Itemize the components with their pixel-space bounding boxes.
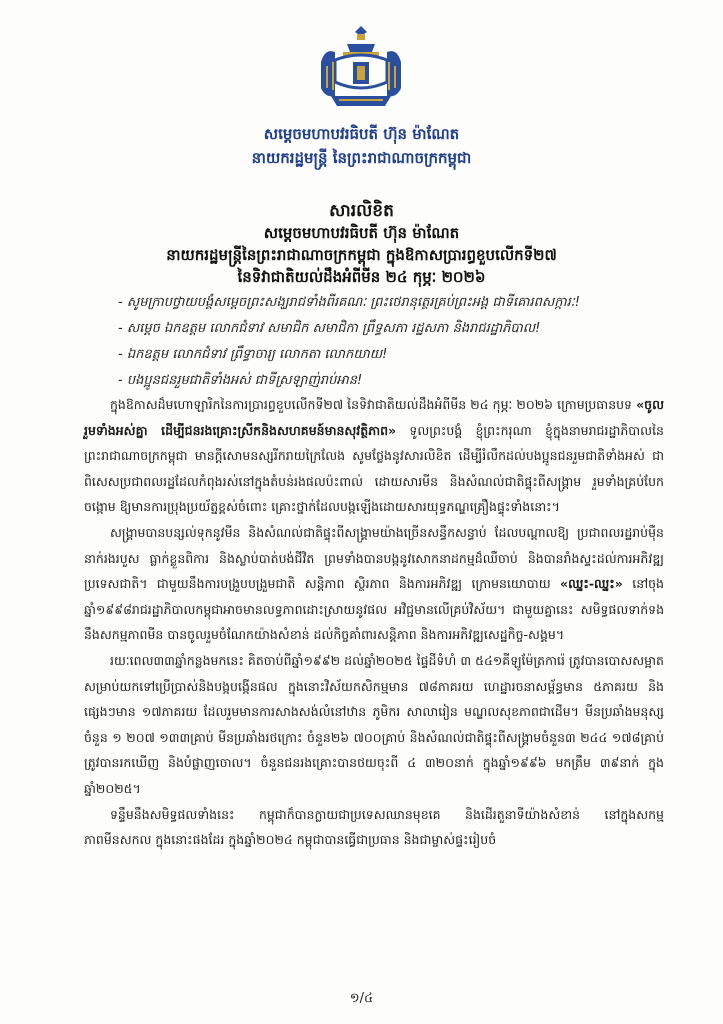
greeting-item: - សូមក្រាបថ្វាយបង្គំសម្តេចព្រះសង្ឃរាជទាំងពីរគណៈ ព្រះថេរានុត្ថេរគ្រប់ព្រះអង្គ ជាទីគោរពសក្ការៈ! bbox=[118, 295, 580, 310]
page-number: ១/៤ bbox=[349, 991, 374, 1006]
greetings-list bbox=[118, 290, 678, 394]
paragraph-1 bbox=[84, 392, 664, 520]
paragraph-2 bbox=[84, 520, 664, 648]
paragraph-3: រយៈពេល៣៣ឆ្នាំកន្លងមកនេះ គិតចាប់ពីឆ្នាំ១៩៩២ ដល់ឆ្នាំ២០២៥ ផ្ទៃដីទំហំ ៣ ៥៤១គីឡូម៉ែត្រការ៉េ ត្រូវបានបោសសម្អាតសម្រាប់យកទៅប្រើប្រាស់និងបង្កបង្កើនផល ក្នុងនោះវិស័យកសិកម្មមាន ៧៨ភាគរយ ហេដ្ឋារចនាសម្ព័ន្ធមាន ៥ភាគរយ និងផ្សេងៗមាន ១៧ភាគរយ ដែលរួមមានការសាងសង់លំនៅឋាន ភូមិករ សាលារៀន មណ្ឌលសុខភាពជាដើម។ មីនប្រឆាំងមនុស្សចំនួន ១ ២០៧ ១៣៣គ្រាប់ មីនប្រឆាំងរថក្រោះ ចំនួន២៦ ៧០០គ្រាប់ និងសំណល់ជាតិផ្ទុះពីសង្គ្រាមចំនួន៣ ២៤៤ ១៧៨គ្រាប់ ត្រូវបានរកឃើញ និងបំផ្លាញចោល។ ចំនួនជនរងគ្រោះបានថយចុះពី ៤ ៣២០នាក់ ក្នុងឆ្នាំ១៩៩៦ មកត្រឹម ៣៩នាក់ ក្នុងឆ្នាំ២០២៥។ bbox=[84, 652, 664, 796]
document-title bbox=[0, 200, 723, 288]
prime-minister-header bbox=[0, 122, 723, 170]
title-line-3: នាយករដ្ឋមន្ត្រីនៃព្រះរាជាណាចក្រកម្ពុជា ក្នុងឱកាសប្រារព្ធខួបលើកទី២៧ bbox=[166, 246, 557, 264]
title-line-1: សារលិខិត bbox=[329, 201, 394, 221]
p2-policy: «ឈ្នះ-ឈ្នះ» bbox=[560, 576, 623, 592]
p1-theme: «ចូលរួមទាំងអស់គ្នា ដើម្បីជនរងគ្រោះស្រីកនិងសហគមន៍មានសុវត្ថិភាព» bbox=[84, 397, 664, 438]
paragraph-4: ទន្ទឹមនឹងសមិទ្ធផលទាំងនេះ កម្ពុជាក៏បានក្លាយជាប្រទេសឈានមុខគេ និងដើរតួនាទីយ៉ាងសំខាន់ នៅក្នុងសកម្មភាពមីនសកល ក្នុងនោះផងដែរ ក្នុងឆ្នាំ២០២៤ កម្ពុជាបានធ្វើជាប្រធាន និងជាម្ចាស់ផ្ទះរៀបចំ bbox=[84, 806, 664, 848]
title-line-2: សម្តេចមហាបវរធិបតី ហ៊ុន ម៉ាណែត bbox=[263, 224, 460, 242]
royal-coat-of-arms-icon bbox=[313, 22, 409, 114]
p2-text-a: សង្គ្រាមបានបន្សល់ទុកនូវមីន និងសំណល់ជាតិផ្ទុះពីសង្គ្រាមយ៉ាងច្រើនសន្ធឹកសន្ធាប់ ដែលបណ្តាលឱ្យ ប្រជាពលរដ្ឋរាប់ម៉ឺននាក់រងរបួស ធ្លាក់ខ្លួនពិការ និងស្លាប់បាត់បង់ជីវិត ព្រមទាំងបានបង្កនូវសោកនាដកម្មដ៏ឈឺចាប់ និងបានរាំងស្ទះដល់ការអភិវឌ្ឍប្រទេសជាតិ។ ជាមួយនឹងការបង្រួបបង្រួមជាតិ សន្តិភាព ស្ថិរភាព និងការអភិវឌ្ឍ ក្រោមនយោបាយ bbox=[84, 524, 664, 592]
p2-text-b: នៅចុងឆ្នាំ១៩៩៨រាជរដ្ឋាភិបាលកម្ពុជាអាចមានលទ្ធភាពដោះស្រាយនូវផល អវិជ្ជមានលើគ្រប់វិស័យ។ ជាមួយគ្នានេះ សមិទ្ធផលទាក់ទងនឹងសកម្មភាពមីន បានចូលរួមចំណែកយ៉ាងសំខាន់ ដល់កិច្ចគាំពារសន្តិភាព និងការអភិវឌ្ឍសេដ្ឋកិច្ច-សង្គម។ bbox=[84, 576, 664, 643]
pm-name: សម្តេចមហាបវរធិបតី ហ៊ុន ម៉ាណែត bbox=[263, 125, 460, 143]
title-line-4: នៃទិវាជាតិយល់ដឹងអំពីមីន ២៤ កុម្ភៈ ២០២៦ bbox=[237, 268, 486, 286]
pm-office: នាយករដ្ឋមន្ត្រី នៃព្រះរាជាណាចក្រកម្ពុជា bbox=[251, 149, 472, 167]
p1-text-a: ក្នុងឱកាសដ៏មហោឡារិកនៃការប្រារព្ធខួបលើកទី២៧ នៃទិវាជាតិយល់ដឹងអំពីមីន ២៤ កុម្ភៈ ២០២៦ ក្រោមប្រធានបទ bbox=[110, 397, 637, 412]
greeting-item: - សម្តេច ឯកឧត្តម លោកជំទាវ សមាជិក សមាជិកា ព្រឹទ្ធសភា រដ្ឋសភា និងរាជរដ្ឋាភិបាល! bbox=[118, 321, 541, 336]
letter-body bbox=[84, 392, 664, 853]
greeting-item: - ឯកឧត្តម លោកជំទាវ ព្រឹទ្ធាចារ្យ លោកតា លោកយាយ! bbox=[118, 347, 388, 362]
greeting-item: - បងប្អូនជនរួមជាតិទាំងអស់ ជាទីស្រឡាញ់រាប់អាន! bbox=[118, 373, 363, 388]
p1-text-b: ទូលព្រះបង្គំ ខ្ញុំព្រះករុណា ខ្ញុំក្នុងនាមរាជរដ្ឋាភិបាលនៃព្រះរាជាណាចក្រកម្ពុជា មានក្តីសោមនស្សរីករាយក្រៃលែង សូមថ្លែងនូវសារលិខិត ដើម្បីរំលឹកដល់បងប្អូនជនរួមជាតិទាំងអស់ ជាពិសេសប្រជាពលរដ្ឋដែលកំពុងរស់នៅក្នុងតំបន់រងផលប៉ះពាល់ ដោយសារមីន និងសំណល់ជាតិផ្ទុះពីសង្គ្រាម រួមទាំងគ្រប់បែកចង្កោម ឱ្យមានការប្រុងប្រយ័ត្នខ្ពស់ចំពោះ គ្រោះថ្នាក់ដែលបង្កឡើងដោយសារយុទ្ធភណ្ឌគ្រឿងផ្ទុះទាំងនោះ។ bbox=[84, 422, 664, 515]
